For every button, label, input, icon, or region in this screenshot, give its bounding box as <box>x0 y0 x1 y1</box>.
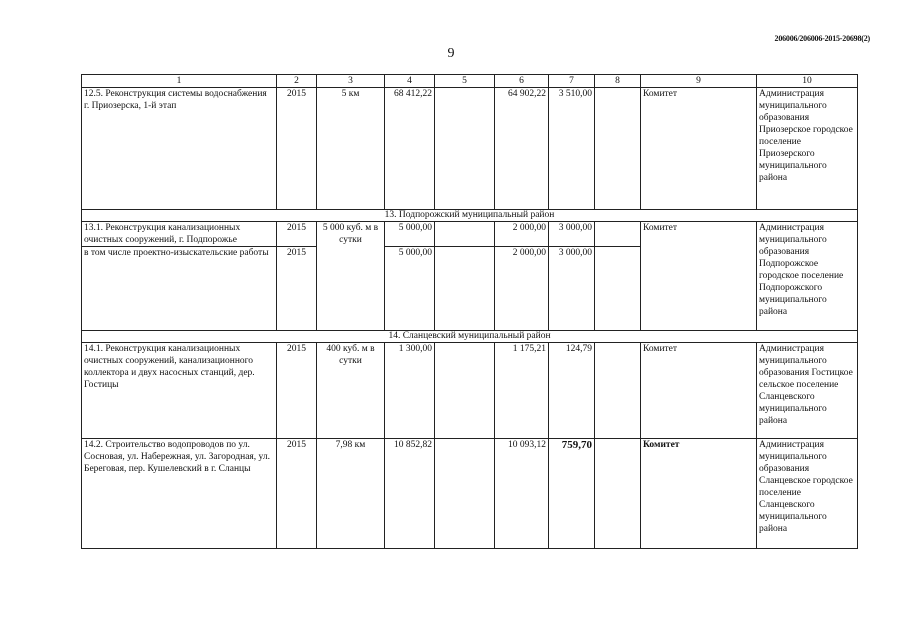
section-title: 14. Сланцевский муниципальный район <box>82 331 858 343</box>
value-cell <box>595 247 641 331</box>
executor-cell: Комитет <box>641 343 757 439</box>
value-cell: 10 093,12 <box>495 439 549 549</box>
value-cell <box>595 222 641 247</box>
year-cell: 2015 <box>277 343 317 439</box>
value-cell: 5 000,00 <box>385 247 435 331</box>
value-cell: 2 000,00 <box>495 247 549 331</box>
table-row <box>82 222 858 247</box>
recipient-cell: Администрация муниципального образования Сланцевское городское поселение Сланцевского муниципального района <box>757 439 858 549</box>
project-name: 12.5. Реконструкция системы водоснабжения г. Приозерска, 1-й этап <box>82 88 277 210</box>
year-cell: 2015 <box>277 439 317 549</box>
document-code: 206006/206006-2015-20698(2) <box>774 34 870 43</box>
value-cell: 3 000,00 <box>549 222 595 247</box>
capacity-cell: 5 км <box>317 88 385 210</box>
column-number: 8 <box>595 75 641 88</box>
value-cell: 64 902,22 <box>495 88 549 210</box>
column-number-row <box>82 75 858 88</box>
capacity-cell: 7,98 км <box>317 439 385 549</box>
executor-cell: Комитет <box>641 88 757 210</box>
value-cell <box>435 222 495 247</box>
year-cell: 2015 <box>277 88 317 210</box>
column-number: 3 <box>317 75 385 88</box>
project-name: 14.2. Строительство водопроводов по ул. Сосновая, ул. Набережная, ул. Загородная, ул. Береговая, пер. Кушелевский в г. Сланцы <box>82 439 277 549</box>
project-name: в том числе проектно-изыскательские работы <box>82 247 277 331</box>
column-number: 6 <box>495 75 549 88</box>
section-row <box>82 210 858 222</box>
value-cell: 3 000,00 <box>549 247 595 331</box>
year-cell: 2015 <box>277 247 317 331</box>
table-row <box>82 343 858 439</box>
value-cell: 1 300,00 <box>385 343 435 439</box>
value-cell <box>595 88 641 210</box>
column-number: 5 <box>435 75 495 88</box>
column-number: 9 <box>641 75 757 88</box>
year-cell: 2015 <box>277 222 317 247</box>
capacity-cell: 400 куб. м в сутки <box>317 343 385 439</box>
column-number: 1 <box>82 75 277 88</box>
value-cell: 10 852,82 <box>385 439 435 549</box>
value-cell: 759,70 <box>549 439 595 549</box>
recipient-cell: Администрация муниципального образования Приозерское городское поселение Приозерского муниципального района <box>757 88 858 210</box>
value-cell: 2 000,00 <box>495 222 549 247</box>
project-name: 13.1. Реконструкция канализационных очистных сооружений, г. Подпорожье <box>82 222 277 247</box>
value-cell: 124,79 <box>549 343 595 439</box>
value-cell <box>435 343 495 439</box>
program-table <box>81 74 858 549</box>
section-row <box>82 331 858 343</box>
column-number: 2 <box>277 75 317 88</box>
column-number: 4 <box>385 75 435 88</box>
value-cell <box>595 439 641 549</box>
value-cell <box>435 247 495 331</box>
value-cell <box>435 88 495 210</box>
project-name: 14.1. Реконструкция канализационных очистных сооружений, канализационного коллектора и двух насосных станций, дер. Гостицы <box>82 343 277 439</box>
column-number: 7 <box>549 75 595 88</box>
value-cell: 1 175,21 <box>495 343 549 439</box>
value-cell: 5 000,00 <box>385 222 435 247</box>
recipient-cell: Администрация муниципального образования Гостицкое сельское поселение Сланцевского муниципального района <box>757 343 858 439</box>
recipient-cell: Администрация муниципального образования Подпорожское городское поселение Подпорожского муниципального района <box>757 222 858 331</box>
table-row <box>82 88 858 210</box>
value-cell <box>435 439 495 549</box>
value-cell <box>595 343 641 439</box>
section-title: 13. Подпорожский муниципальный район <box>82 210 858 222</box>
executor-cell: Комитет <box>641 439 757 549</box>
page-number: 9 <box>447 46 455 61</box>
capacity-cell: 5 000 куб. м в сутки <box>317 222 385 331</box>
value-cell: 68 412,22 <box>385 88 435 210</box>
table-row <box>82 439 858 549</box>
executor-cell: Комитет <box>641 222 757 331</box>
column-number: 10 <box>757 75 858 88</box>
value-cell: 3 510,00 <box>549 88 595 210</box>
